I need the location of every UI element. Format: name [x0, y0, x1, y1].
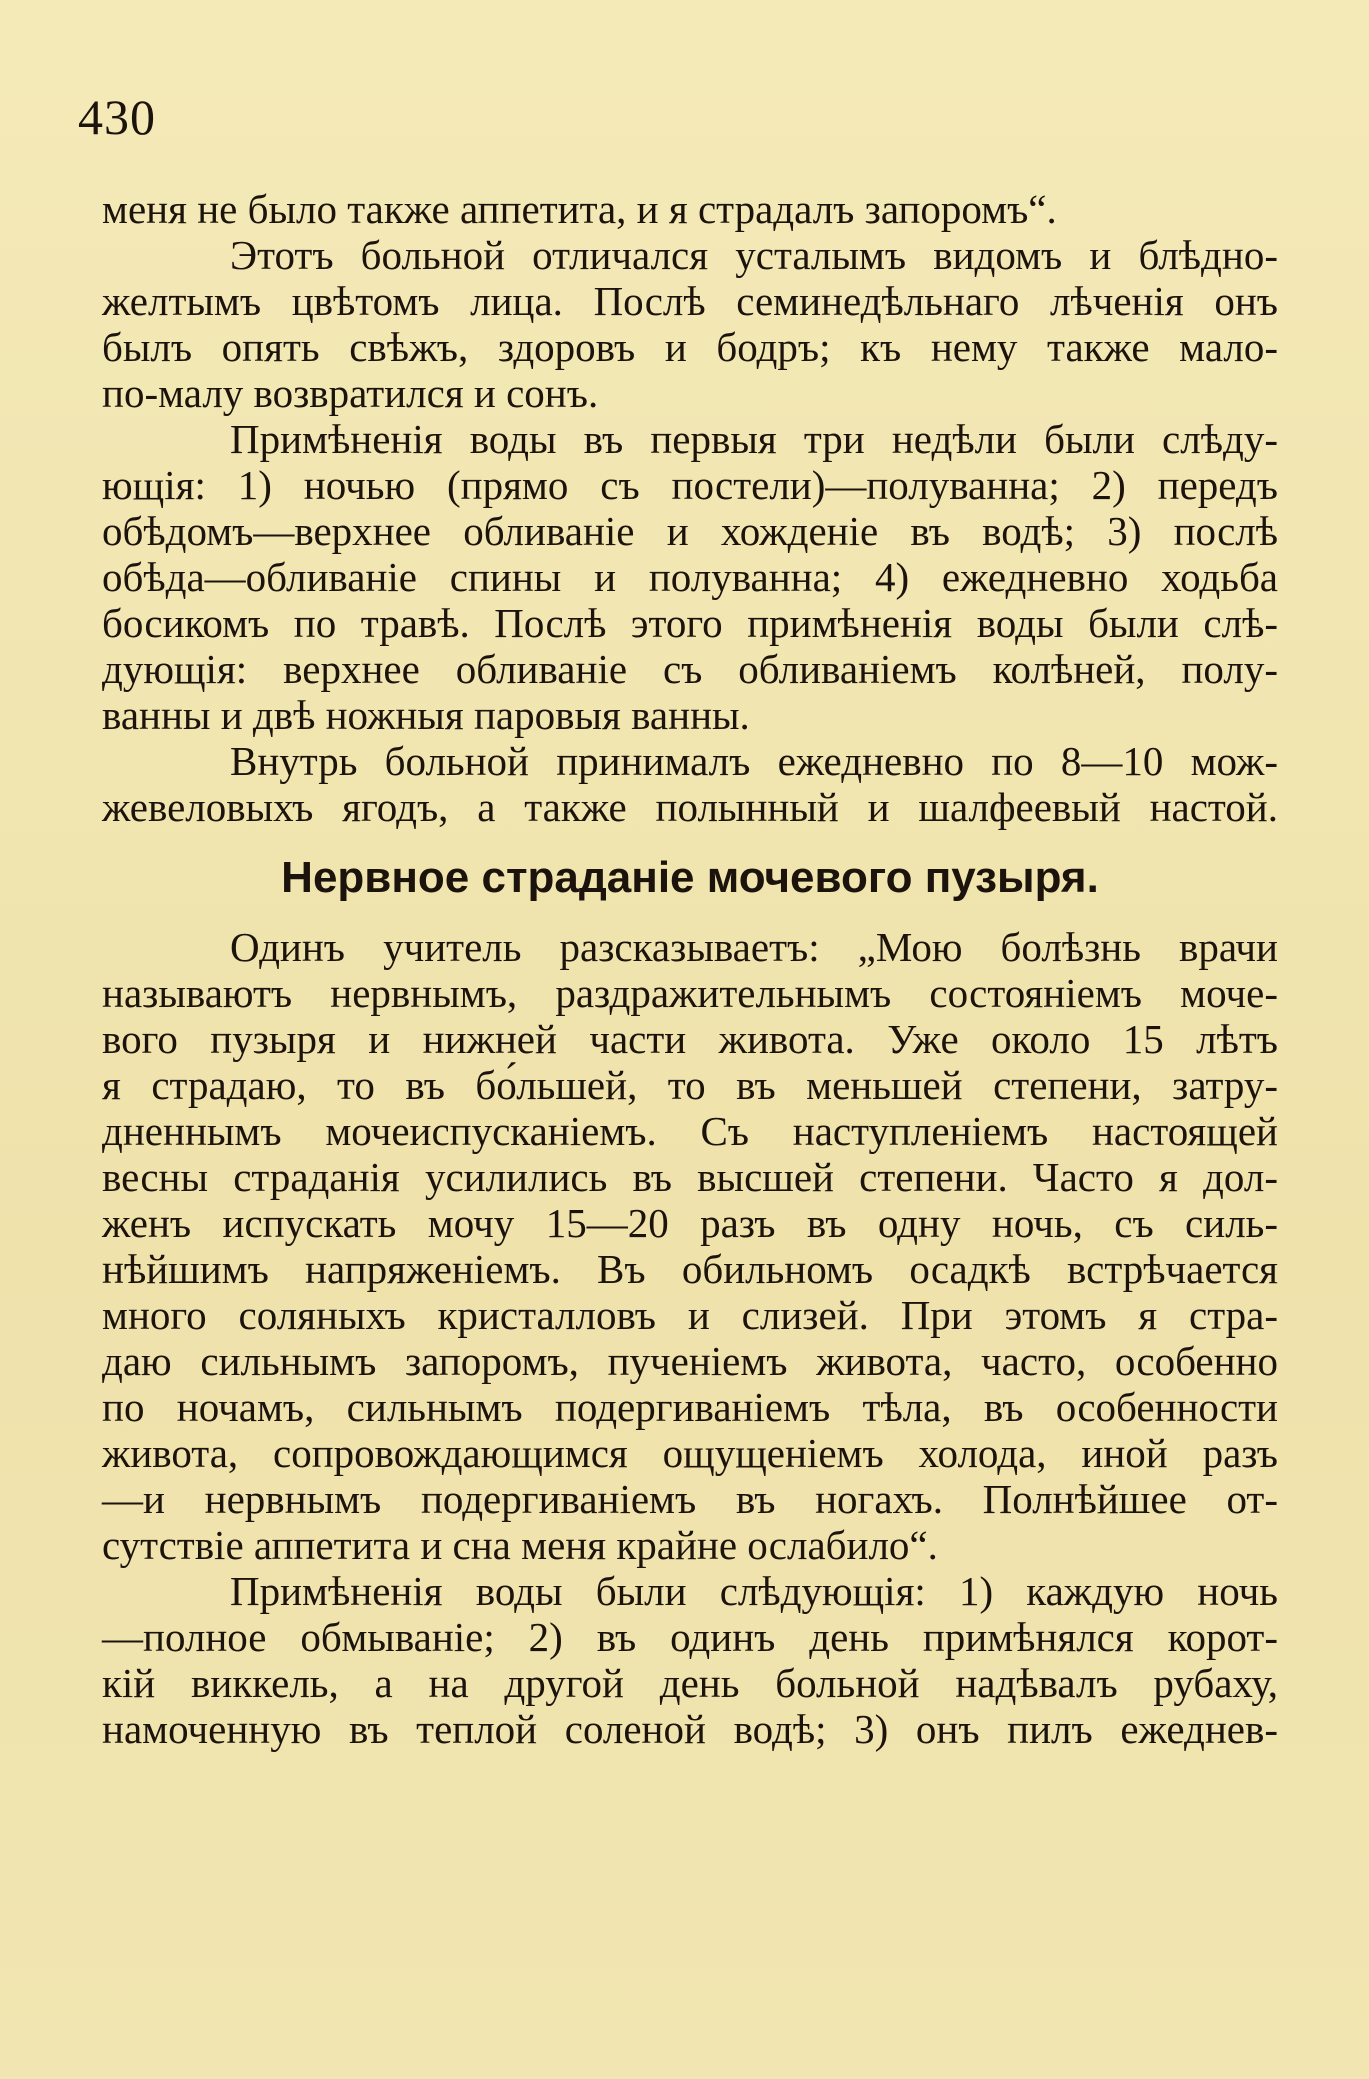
paragraph [102, 186, 1278, 232]
paragraph [102, 232, 1278, 416]
paragraph [102, 416, 1278, 738]
text-line: весны страданія усилились въ высшей степени. Часто я дол- [102, 1154, 1278, 1200]
text-line: по ночамъ, сильнымъ подергиваніемъ тѣла, въ особенности [102, 1384, 1278, 1430]
text-line: дненнымъ мочеиспусканіемъ. Съ наступленіемъ настоящей [102, 1108, 1278, 1154]
text-line: Внутрь больной принималъ ежедневно по 8—10 мож- [230, 738, 1278, 784]
text-line: ющія: 1) ночью (прямо съ постели)—полуванна; 2) передъ [102, 462, 1278, 508]
text-line: Примѣненія воды были слѣдующія: 1) каждую ночь [230, 1568, 1278, 1614]
paragraph [102, 924, 1278, 1568]
text-line: обѣда—обливаніе спины и полуванна; 4) ежедневно ходьба [102, 554, 1278, 600]
paragraph [102, 1568, 1278, 1752]
text-line: нѣйшимъ напряженіемъ. Въ обильномъ осадкѣ встрѣчается [102, 1246, 1278, 1292]
text-line: жевеловыхъ ягодъ, а также полынный и шалфеевый настой. [102, 784, 1278, 830]
text-line: былъ опять свѣжъ, здоровъ и бодръ; къ нему также мало- [102, 324, 1278, 370]
text-line: намоченную въ теплой соленой водѣ; 3) онъ пилъ ежеднев- [102, 1706, 1278, 1752]
text-line: босикомъ по травѣ. Послѣ этого примѣненія воды были слѣ- [102, 600, 1278, 646]
text-line: много соляныхъ кристалловъ и слизей. При этомъ я стра- [102, 1292, 1278, 1338]
text-line: Одинъ учитель разсказываетъ: „Мою болѣзнь врачи [230, 924, 1278, 970]
text-line: я страдаю, то въ бо́льшей, то въ меньшей степени, затру- [102, 1062, 1278, 1108]
text-line: дующія: верхнее обливаніе съ обливаніемъ колѣней, полу- [102, 646, 1278, 692]
text-line: обѣдомъ—верхнее обливаніе и хожденіе въ водѣ; 3) послѣ [102, 508, 1278, 554]
text-line: меня не было также аппетита, и я страдалъ запоромъ“. [102, 186, 1057, 232]
text-line: женъ испускать мочу 15—20 разъ въ одну ночь, съ силь- [102, 1200, 1278, 1246]
text-line: называютъ нервнымъ, раздражительнымъ состояніемъ моче- [102, 970, 1278, 1016]
paragraph [102, 738, 1278, 830]
text-line: живота, сопровождающимся ощущеніемъ холода, иной разъ [102, 1430, 1278, 1476]
section-heading: Нервное страданіе мочевого пузыря. [281, 853, 1099, 902]
text-line: по-малу возвратился и сонъ. [102, 370, 599, 416]
body-text [102, 186, 1278, 1752]
text-line: ванны и двѣ ножныя паровыя ванны. [102, 692, 750, 738]
text-line: вого пузыря и нижней части живота. Уже около 15 лѣтъ [102, 1016, 1278, 1062]
text-line: желтымъ цвѣтомъ лица. Послѣ семинедѣльнаго лѣченія онъ [102, 278, 1278, 324]
text-line: сутствіе аппетита и сна меня крайне ослабило“. [102, 1522, 938, 1568]
text-line: Примѣненія воды въ первыя три недѣли были слѣду- [230, 416, 1278, 462]
text-line: даю сильнымъ запоромъ, пученіемъ живота, часто, особенно [102, 1338, 1278, 1384]
text-line: —полное обмываніе; 2) въ одинъ день примѣнялся корот- [102, 1614, 1278, 1660]
page-number: 430 [78, 89, 156, 145]
text-line: кій виккель, а на другой день больной надѣвалъ рубаху, [102, 1660, 1278, 1706]
text-line: —и нервнымъ подергиваніемъ въ ногахъ. Полнѣйшее от- [102, 1476, 1278, 1522]
text-line: Этотъ больной отличался усталымъ видомъ и блѣдно- [230, 232, 1278, 278]
